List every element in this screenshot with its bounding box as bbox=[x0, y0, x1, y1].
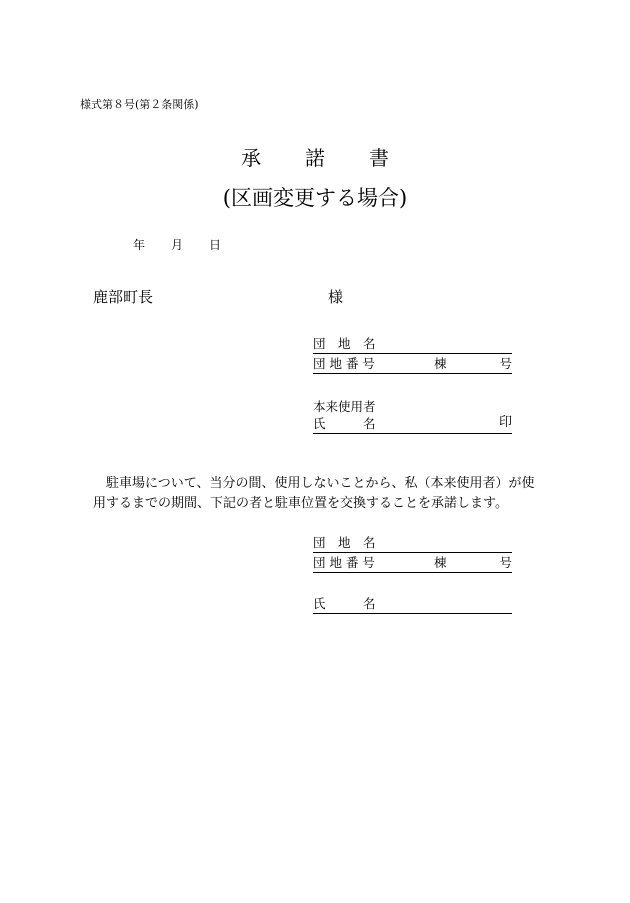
statement-line-1: 駐車場について、当分の間、使用しないことから、私（本来使用者）が使 bbox=[106, 476, 535, 491]
form-number: 様式第８号(第２条関係) bbox=[80, 98, 199, 111]
complex-name-label: 団 地 名 bbox=[313, 336, 376, 351]
date-line bbox=[133, 236, 221, 253]
partner-complex-name-label: 団 地 名 bbox=[313, 535, 376, 550]
title-char-2: 諾 bbox=[305, 146, 325, 170]
addressee-name: 鹿部町長 bbox=[93, 288, 154, 306]
statement-line-2: 用するまでの期間、下記の者と駐車位置を交換することを承諾します。 bbox=[93, 496, 508, 511]
complex-number-label: 団 地 番 号 bbox=[313, 356, 375, 371]
partner-complex-name-field[interactable] bbox=[313, 534, 512, 553]
consent-statement bbox=[93, 474, 553, 514]
document-title bbox=[0, 142, 630, 171]
date-year-label: 年 bbox=[133, 238, 146, 252]
partner-unit-label: 号 bbox=[499, 555, 512, 570]
partner-name-label: 氏 名 bbox=[313, 596, 376, 611]
partner-complex-number-label: 団 地 番 号 bbox=[313, 555, 375, 570]
original-user-name-field[interactable] bbox=[313, 415, 512, 434]
building-label: 棟 bbox=[434, 356, 447, 371]
partner-name-field[interactable] bbox=[313, 595, 512, 614]
addressee-honorific: 様 bbox=[328, 288, 344, 306]
complex-name-field[interactable] bbox=[313, 335, 512, 354]
name-label: 氏 名 bbox=[313, 416, 376, 431]
complex-number-field[interactable] bbox=[313, 355, 512, 374]
seal-mark: 印 bbox=[498, 415, 512, 430]
date-month-label: 月 bbox=[171, 238, 184, 252]
title-char-1: 承 bbox=[241, 146, 261, 170]
unit-label: 号 bbox=[499, 356, 512, 371]
document-subtitle: (区画変更する場合) bbox=[222, 186, 408, 210]
partner-building-label: 棟 bbox=[434, 555, 447, 570]
partner-complex-number-field[interactable] bbox=[313, 554, 512, 573]
original-user-label: 本来使用者 bbox=[313, 399, 376, 414]
title-char-3: 書 bbox=[369, 146, 389, 170]
date-day-label: 日 bbox=[209, 238, 222, 252]
